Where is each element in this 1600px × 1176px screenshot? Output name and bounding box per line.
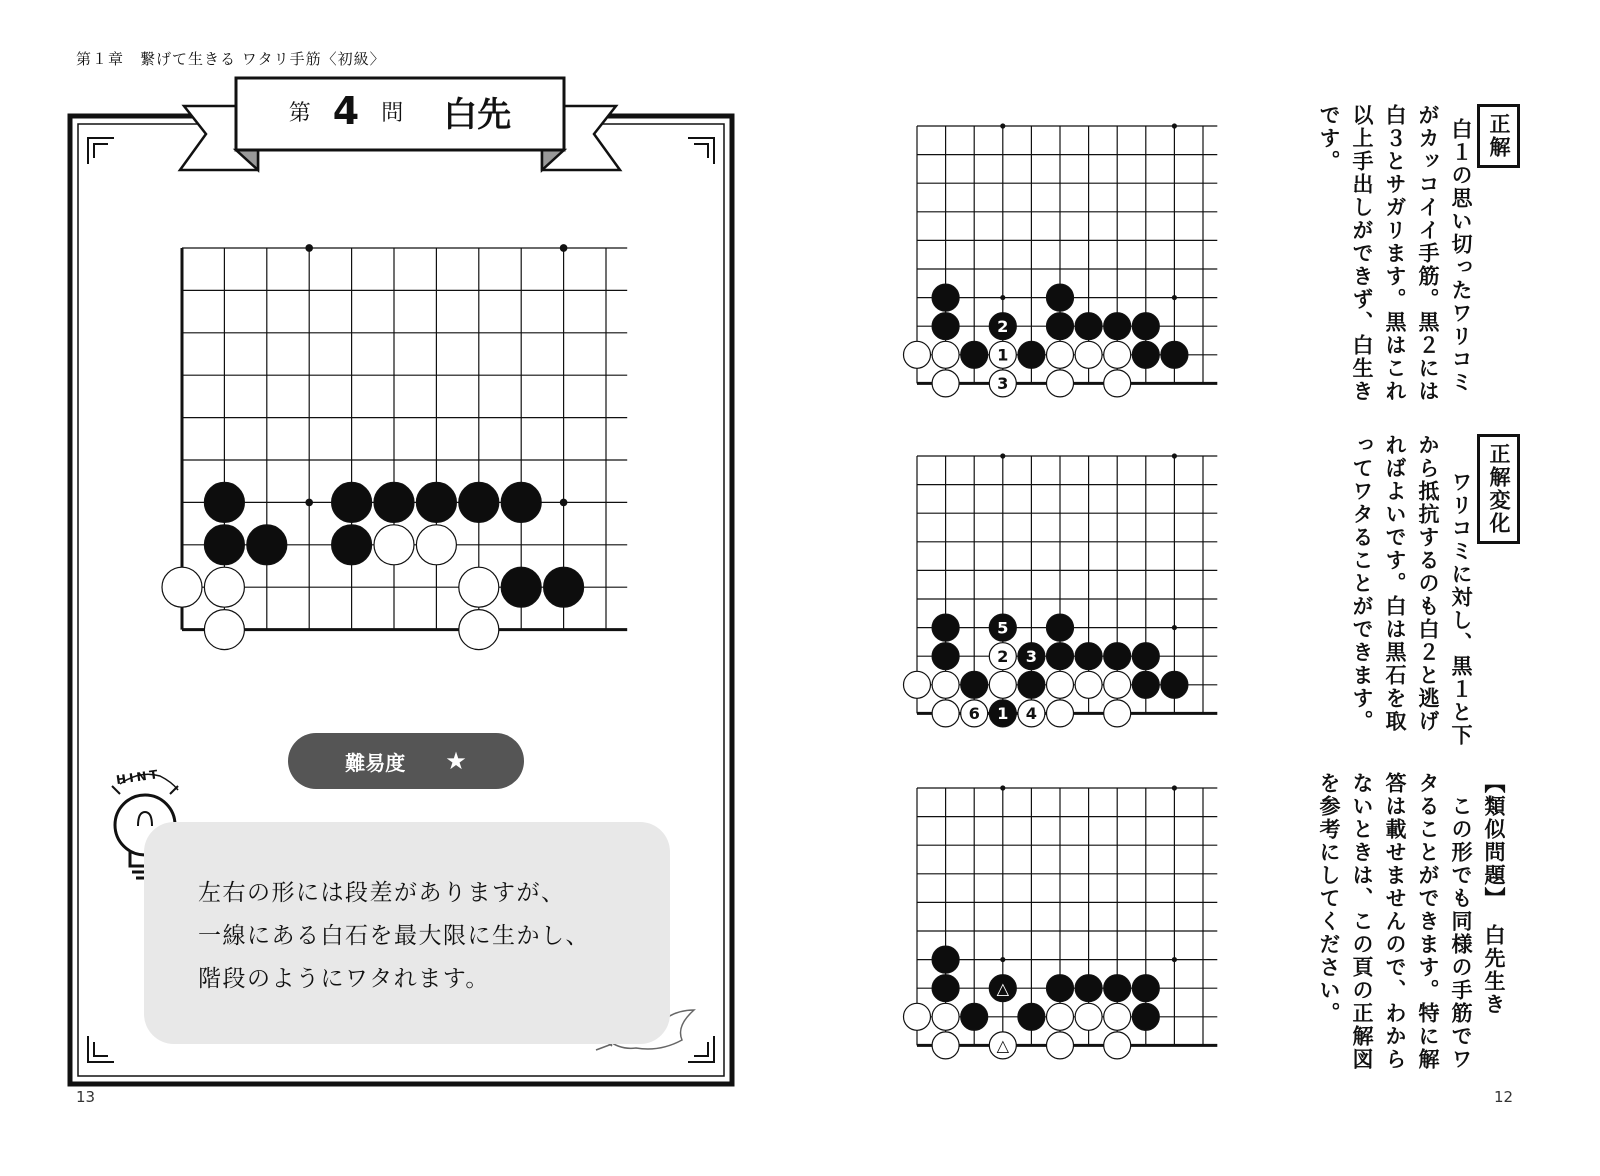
correct-line: 白３とサガリます。黒はこれ bbox=[1383, 104, 1407, 403]
white-stone bbox=[1104, 1003, 1131, 1030]
similar-heading: 【類似問題】 bbox=[1482, 772, 1506, 910]
white-stone bbox=[1047, 370, 1074, 397]
correct-line: です。 bbox=[1317, 104, 1341, 173]
star-point bbox=[1172, 625, 1177, 630]
variation-line: ワリコミに対し、黒１と下 bbox=[1449, 448, 1473, 747]
black-stone bbox=[1047, 975, 1074, 1002]
white-stone bbox=[904, 671, 931, 698]
star-point bbox=[560, 244, 568, 252]
white-stone bbox=[459, 610, 499, 650]
black-stone bbox=[1104, 975, 1131, 1002]
black-stone bbox=[961, 341, 988, 368]
difficulty-label: 難易度 bbox=[345, 750, 406, 775]
white-stone bbox=[1075, 1003, 1102, 1030]
star-point bbox=[1172, 957, 1177, 962]
star-point bbox=[1000, 453, 1005, 458]
page-number-left: 13 bbox=[76, 1088, 96, 1106]
move-number-label: 1 bbox=[997, 704, 1009, 724]
white-stone bbox=[932, 341, 959, 368]
star-point bbox=[1000, 785, 1005, 790]
black-stone bbox=[932, 614, 959, 641]
black-stone bbox=[961, 671, 988, 698]
variation-heading: 正解変化 bbox=[1477, 434, 1520, 544]
star-point bbox=[1172, 123, 1177, 128]
running-head: 第１章 繋げて生きる ワタリ手筋〈初級〉 bbox=[76, 50, 386, 68]
white-stone bbox=[904, 341, 931, 368]
white-stone bbox=[416, 525, 456, 565]
hint-line: 左右の形には段差がありますが、 bbox=[198, 880, 566, 906]
white-stone bbox=[932, 370, 959, 397]
move-number-label: 1 bbox=[997, 345, 1009, 365]
white-stone bbox=[1047, 341, 1074, 368]
similar-line: 答は載せませんので、わから bbox=[1383, 772, 1407, 1071]
white-stone bbox=[1104, 700, 1131, 727]
black-stone bbox=[1132, 341, 1159, 368]
black-stone bbox=[1018, 671, 1045, 698]
black-stone bbox=[374, 482, 414, 522]
black-stone bbox=[932, 946, 959, 973]
white-stone bbox=[374, 525, 414, 565]
white-stone bbox=[904, 1003, 931, 1030]
white-stone bbox=[1047, 1032, 1074, 1059]
black-stone bbox=[1047, 313, 1074, 340]
move-number-label: 3 bbox=[1025, 646, 1038, 666]
black-stone bbox=[1104, 313, 1131, 340]
black-stone bbox=[1132, 643, 1159, 670]
white-stone bbox=[932, 671, 959, 698]
title-number: 4 bbox=[332, 89, 360, 133]
black-stone bbox=[501, 567, 541, 607]
difficulty-stars: ★ bbox=[445, 747, 467, 775]
black-stone bbox=[1075, 313, 1102, 340]
star-point bbox=[305, 244, 313, 252]
move-number-label: 5 bbox=[997, 618, 1009, 638]
white-stone bbox=[1075, 341, 1102, 368]
black-stone bbox=[1075, 643, 1102, 670]
move-number-label: 4 bbox=[1025, 704, 1038, 724]
correct-line: 以上手出しができず、白生き bbox=[1350, 104, 1374, 403]
white-stone bbox=[1104, 341, 1131, 368]
triangle-mark: △ bbox=[996, 1036, 1010, 1056]
variation-line: ってワタることができます。 bbox=[1350, 434, 1374, 733]
white-stone bbox=[1047, 1003, 1074, 1030]
white-stone bbox=[932, 1003, 959, 1030]
similar-problem-board bbox=[900, 762, 1230, 1072]
white-stone bbox=[1104, 1032, 1131, 1059]
similar-line: タることができます。特に解 bbox=[1416, 772, 1440, 1071]
black-stone bbox=[1047, 614, 1074, 641]
black-stone bbox=[1161, 341, 1188, 368]
similar-section bbox=[1312, 772, 1510, 1072]
white-stone bbox=[1104, 671, 1131, 698]
problem-board bbox=[150, 220, 650, 660]
black-stone bbox=[247, 525, 287, 565]
black-stone bbox=[932, 284, 959, 311]
star-point bbox=[305, 499, 313, 507]
difficulty-badge bbox=[288, 733, 524, 789]
white-stone bbox=[162, 567, 202, 607]
hint-text bbox=[198, 872, 590, 1001]
black-stone bbox=[204, 525, 244, 565]
black-stone bbox=[332, 482, 372, 522]
black-stone bbox=[1075, 975, 1102, 1002]
white-stone bbox=[204, 610, 244, 650]
page-number-right: 12 bbox=[1494, 1088, 1514, 1106]
black-stone bbox=[1018, 341, 1045, 368]
black-stone bbox=[1018, 1003, 1045, 1030]
correct-heading: 正解 bbox=[1477, 104, 1520, 168]
move-number-label: 3 bbox=[997, 374, 1009, 394]
white-stone bbox=[1075, 671, 1102, 698]
hint-line: 一線にある白石を最大限に生かし、 bbox=[198, 923, 590, 949]
star-point bbox=[1172, 785, 1177, 790]
star-point bbox=[560, 499, 568, 507]
title-dai: 第 bbox=[288, 100, 311, 126]
hint-icon-label: HINT bbox=[115, 766, 162, 788]
white-stone bbox=[1047, 671, 1074, 698]
black-stone bbox=[416, 482, 456, 522]
white-stone bbox=[1047, 700, 1074, 727]
star-point bbox=[1000, 123, 1005, 128]
move-number-label: 2 bbox=[997, 316, 1009, 336]
black-stone bbox=[1132, 1003, 1159, 1030]
triangle-mark: △ bbox=[996, 978, 1010, 998]
variation-line: から抵抗するのも白２と逃げ bbox=[1416, 434, 1440, 733]
white-stone bbox=[932, 700, 959, 727]
black-stone bbox=[932, 975, 959, 1002]
correct-line: 白１の思い切ったワリコミ bbox=[1449, 118, 1473, 394]
black-stone bbox=[1161, 671, 1188, 698]
black-stone bbox=[501, 482, 541, 522]
variation-diagram-board bbox=[900, 430, 1230, 740]
similar-heading-suffix: 白先生き bbox=[1482, 924, 1506, 1016]
black-stone bbox=[932, 643, 959, 670]
star-point bbox=[1000, 295, 1005, 300]
black-stone bbox=[961, 1003, 988, 1030]
white-stone bbox=[1104, 370, 1131, 397]
title-side-to-play: 白先 bbox=[443, 94, 512, 135]
black-stone bbox=[1104, 643, 1131, 670]
similar-line: ないときは、この頁の正解図 bbox=[1350, 772, 1374, 1071]
move-number-label: 2 bbox=[997, 646, 1009, 666]
similar-line: この形でも同様の手筋でワ bbox=[1449, 772, 1473, 1071]
star-point bbox=[1172, 295, 1177, 300]
black-stone bbox=[544, 567, 584, 607]
black-stone bbox=[1047, 284, 1074, 311]
black-stone bbox=[1132, 975, 1159, 1002]
black-stone bbox=[1132, 671, 1159, 698]
black-stone bbox=[1132, 313, 1159, 340]
white-stone bbox=[204, 567, 244, 607]
problem-title bbox=[236, 78, 564, 144]
white-stone bbox=[459, 567, 499, 607]
variation-section bbox=[1345, 434, 1520, 747]
title-mon: 問 bbox=[381, 100, 404, 126]
variation-line: ればよいです。白は黒石を取 bbox=[1383, 434, 1407, 733]
correct-diagram-board bbox=[900, 100, 1230, 410]
black-stone bbox=[332, 525, 372, 565]
white-stone bbox=[989, 671, 1016, 698]
correct-line: がカッコイイ手筋。黒２には bbox=[1416, 104, 1440, 403]
hint-line: 階段のようにワタれます。 bbox=[198, 966, 490, 992]
black-stone bbox=[459, 482, 499, 522]
correct-section bbox=[1312, 104, 1520, 404]
move-number-label: 6 bbox=[968, 704, 980, 724]
star-point bbox=[1172, 453, 1177, 458]
white-stone bbox=[932, 1032, 959, 1059]
black-stone bbox=[932, 313, 959, 340]
black-stone bbox=[1047, 643, 1074, 670]
similar-line: を参考にしてください。 bbox=[1317, 772, 1341, 1025]
star-point bbox=[1000, 957, 1005, 962]
black-stone bbox=[204, 482, 244, 522]
